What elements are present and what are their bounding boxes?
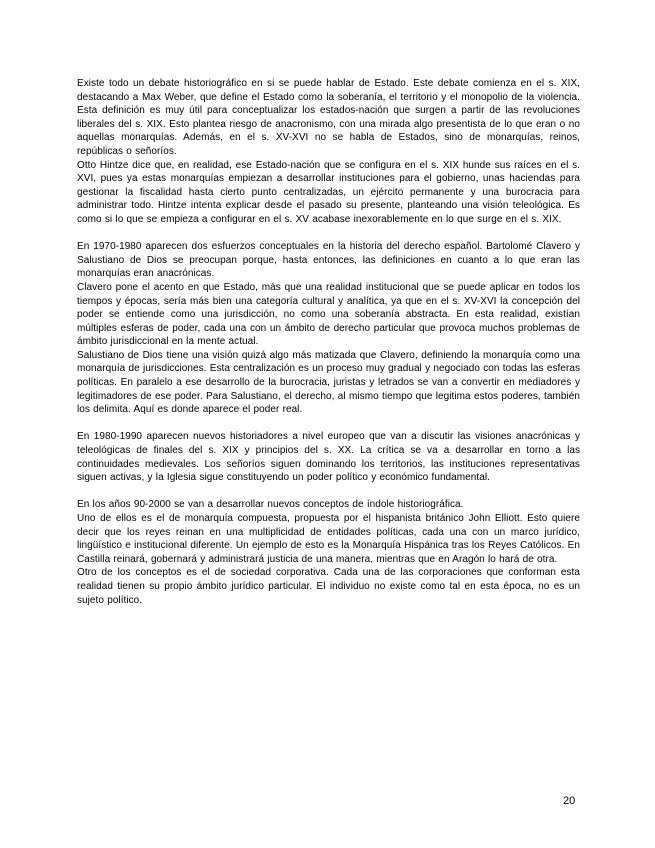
paragraph: Salustiano de Dios tiene una visión quizá algo más matizada que Clavero, definiendo la monarquía como una monarquía de jurisdicciones. Esta centralización es un proceso muy gradual y negociado con todas las esferas políticas. En paralelo a ese desarrollo de la burocracia, juristas y letrados se van a convertir en mediadores y legitimadores de ese poder. Para Salustiano, el derecho, al mismo tiempo que legitima estos poderes, también los delimita. Aquí es donde aparece el poder real. (77, 349, 580, 416)
section-gap (77, 485, 580, 499)
paragraph: Otro de los conceptos es el de sociedad corporativa. Cada una de las corporaciones que conforman esta realidad tienen su propio ámbito jurídico particular. El individuo no existe como tal en esta época, no es un sujeto político. (77, 567, 580, 606)
paragraph: Existe todo un debate historiográfico en si se puede hablar de Estado. Este debate comienza en el s. XIX, destacando a Max Weber, que define el Estado como la soberanía, el territorio y el monopolio de la violencia. Esta definición es muy útil para conceptualizar los estados-nación que surgen a partir de las revoluciones liberales del s. XIX. Esto plantea riesgo de anacronismo, con una mirada algo presentista de lo que eran o no aquellas monarquías. Además, en el s. XV-XVI no se habla de Estados, sino de monarquías, reinos, repúblicas o señoríos. (77, 78, 580, 157)
paragraph: Uno de ellos es el de monarquía compuesta, propuesta por el hispanista británico John Elliott. Esto quiere decir que los reyes reinan en una multiplicidad de entidades políticas, cada una con un marco jurídico, lingüístico e institucional diferente. Un ejemplo de esto es la Monarquía Hispánica tras los Reyes Católicos. En Castilla reinará, gobernará y administrará justicia de una manera, mientras que en Aragón lo hará de otra. (77, 513, 580, 565)
section-derecho-espanol (77, 240, 580, 417)
section-estado-debate (77, 77, 580, 227)
paragraph: En 1980-1990 aparecen nuevos historiadores a nivel europeo que van a discutir las visiones anacrónicas y teleológicas de finales del s. XIX y principios del s. XX. La crítica se va a desarrollar en torno a las continuidades medievales. Los señoríos siguen dominando los territorios, las instituciones representativas siguen activas, y la Iglesia sigue constituyendo un poder político y económico fundamental. (77, 431, 580, 484)
section-historiadores-europeos (77, 430, 580, 484)
document-body (77, 77, 580, 607)
section-gap (77, 417, 580, 431)
paragraph: Otto Hintze dice que, en realidad, ese Estado-nación que se configura en el s. XIX hunde sus raíces en el s. XVI, pues ya estas monarquías empiezan a desarrollar instituciones para el gobierno, unas haciendas para gestionar la fiscalidad hasta cierto punto centralizadas, un ejército permanente y una burocracia para administrar todo. Hintze intenta explicar desde el pasado su presente, planteando una visión teleológica. Es como si lo que se empieza a configurar en el s. XV acabase inexorablemente en lo que surge en el s. XIX. (77, 159, 580, 225)
paragraph: En 1970-1980 aparecen dos esfuerzos conceptuales en la historia del derecho español. Bartolomé Clavero y Salustiano de Dios se preocupan porque, hasta entonces, las definiciones en cuanto a lo que eran las monarquías eran anacrónicas. (77, 241, 580, 280)
paragraph: En los años 90-2000 se van a desarrollar nuevos conceptos de índole historiográfica. (77, 499, 464, 511)
section-gap (77, 227, 580, 241)
page-number: 20 (563, 795, 576, 807)
paragraph: Clavero pone el acento en que Estado, más que una realidad institucional que se puede aplicar en todos los tiempos y épocas, sería más bien una categoría cultural y analítica, ya que en el s. XV-XVI la concepción del poder se entiende como una jurisdicción, no como una soberanía abstracta. En esta realidad, existían múltiples esferas de poder, cada una con un ámbito de derecho particular que provoca muchos problemas de ámbito jurisdiccional en la mente actual. (77, 281, 580, 348)
section-nuevos-conceptos (77, 498, 580, 607)
